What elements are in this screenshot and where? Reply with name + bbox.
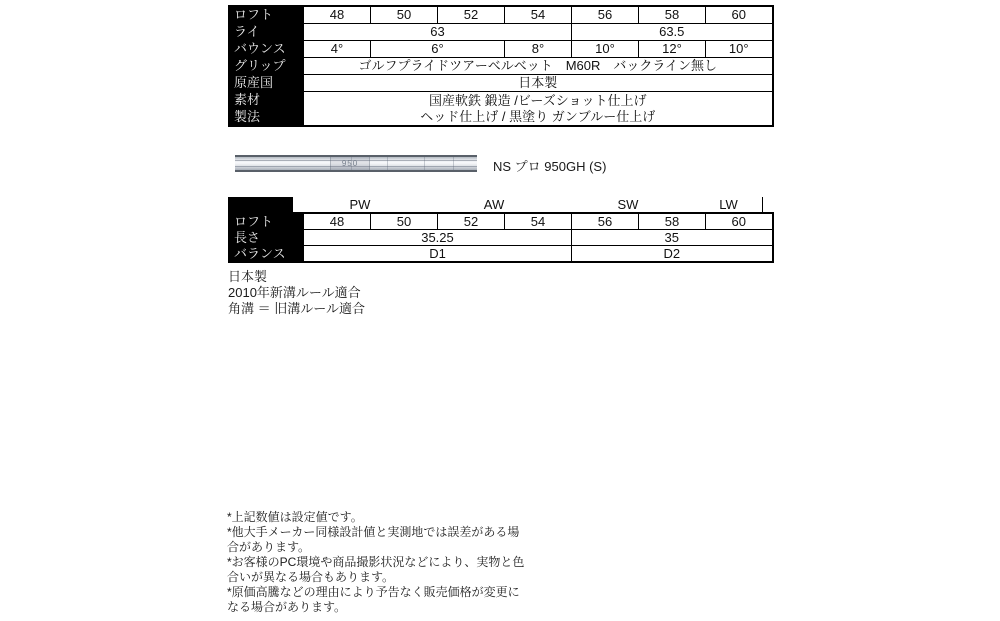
footnote-line: 合があります。 (227, 540, 311, 554)
club-table-header (228, 197, 763, 212)
table-row (229, 213, 773, 230)
row-label-method: 製法 (229, 109, 304, 127)
footnotes (227, 510, 524, 615)
bounce-value: 12° (639, 41, 706, 58)
row-label-origin: 原産国 (229, 75, 304, 92)
loft-value: 60 (706, 213, 773, 230)
loft-value: 48 (304, 213, 371, 230)
grip-value: ゴルフプライドツアーベルベット M60R バックライン無し (304, 58, 773, 75)
loft-value: 58 (639, 6, 706, 24)
balance-value: D1 (304, 246, 572, 263)
loft-value: 60 (706, 6, 773, 24)
bounce-value: 8° (505, 41, 572, 58)
table-row (229, 75, 773, 92)
wedge-spec-table (228, 5, 774, 127)
loft-value: 52 (438, 6, 505, 24)
footnote-line: *お客様のPC環境や商品撮影状況などにより、実物と色 (227, 555, 525, 569)
loft-value: 56 (572, 6, 639, 24)
club-spec-table (228, 212, 774, 263)
material-method-value (304, 92, 773, 127)
shaft-caption: NS プロ 950GH (S) (493, 159, 607, 174)
row-label-material: 素材 (229, 92, 304, 109)
club-col-pw: PW (349, 197, 371, 212)
shaft-step-line (453, 157, 454, 170)
club-header-label-spacer (228, 197, 293, 212)
lie-value: 63 (304, 24, 572, 41)
origin-value: 日本製 (304, 75, 773, 92)
row-label-lie: ライ (229, 24, 304, 41)
compliance-info (228, 269, 365, 317)
table-row (229, 92, 773, 109)
club-col-lw: LW (719, 197, 738, 212)
info-line-origin: 日本製 (228, 269, 268, 284)
loft-value: 54 (505, 213, 572, 230)
table-row (229, 24, 773, 41)
shaft-logo-band: 950 (330, 157, 370, 170)
bounce-value: 10° (572, 41, 639, 58)
loft-value: 50 (371, 213, 438, 230)
footnote-line: *上記数値は設定値です。 (227, 510, 363, 524)
bounce-value: 6° (371, 41, 505, 58)
table-row (229, 6, 773, 24)
info-line-square-groove: 角溝 ＝ 旧溝ルール適合 (228, 301, 365, 316)
table-row (229, 41, 773, 58)
bounce-value: 10° (706, 41, 773, 58)
loft-value: 56 (572, 213, 639, 230)
length-value: 35.25 (304, 230, 572, 246)
row-label-bounce: バウンス (229, 41, 304, 58)
row-label-loft: ロフト (229, 6, 304, 24)
loft-value: 52 (438, 213, 505, 230)
row-label-length: 長さ (229, 230, 304, 246)
table-row (229, 58, 773, 75)
loft-value: 54 (505, 6, 572, 24)
method-line: ヘッド仕上げ / 黒塗り ガンブルー仕上げ (420, 108, 656, 124)
loft-value: 58 (639, 213, 706, 230)
table-row (229, 230, 773, 246)
shaft-step-line (387, 157, 388, 170)
length-value: 35 (572, 230, 773, 246)
balance-value: D2 (572, 246, 773, 263)
info-line-groove-rule: 2010年新溝ルール適合 (228, 285, 361, 300)
row-label-balance: バランス (229, 246, 304, 263)
club-col-sw: SW (617, 197, 639, 212)
shaft-image (235, 155, 477, 172)
loft-value: 48 (304, 6, 371, 24)
club-col-aw: AW (483, 197, 505, 212)
lie-value: 63.5 (572, 24, 773, 41)
footnote-line: *原価高騰などの理由により予告なく販売価格が変更に (227, 585, 520, 599)
footnote-line: *他大手メーカー同様設計値と実測地では誤差がある場 (227, 525, 520, 539)
footnote-line: 合いが異なる場合もあります。 (227, 570, 395, 584)
table-row (229, 246, 773, 263)
loft-value: 50 (371, 6, 438, 24)
row-label-grip: グリップ (229, 58, 304, 75)
footnote-line: なる場合があります。 (227, 600, 347, 614)
material-line: 国産軟鉄 鍛造 /ビーズショット仕上げ (429, 92, 647, 108)
row-label-loft: ロフト (229, 213, 304, 230)
bounce-value: 4° (304, 41, 371, 58)
shaft-step-line (424, 157, 425, 170)
